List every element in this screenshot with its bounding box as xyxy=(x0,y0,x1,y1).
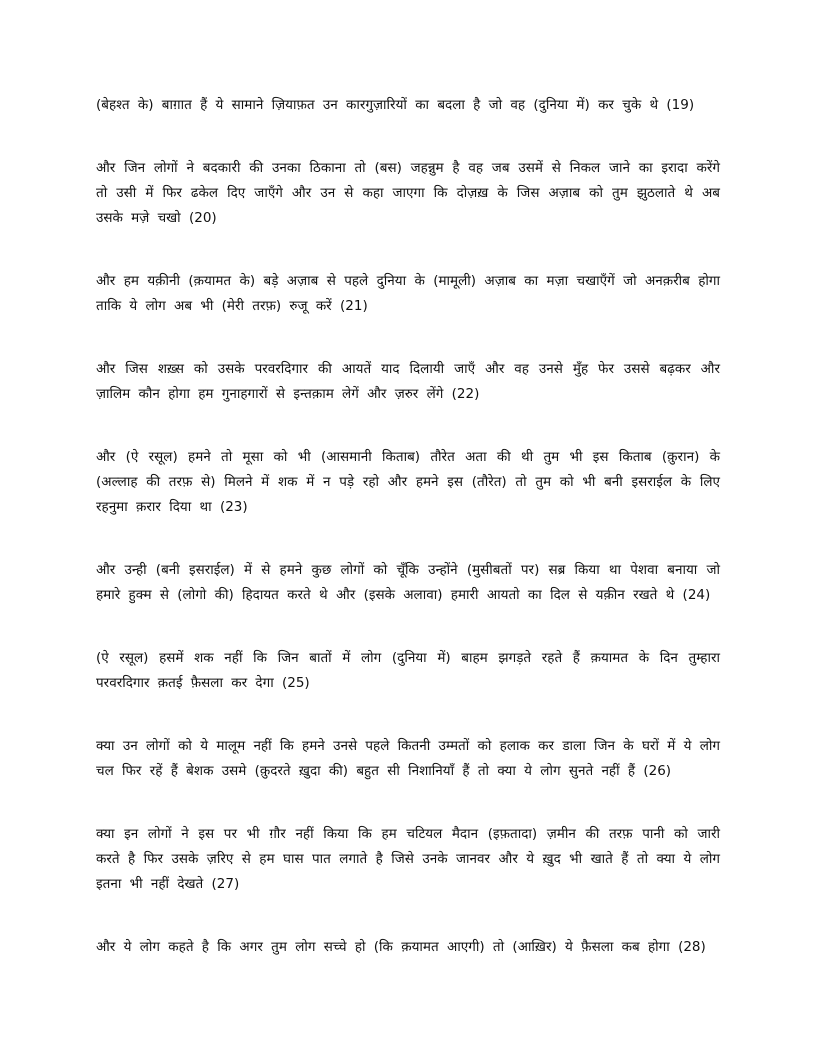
verse-22: और जिस शख़्स को उसके परवरदिगार की आयतें याद दिलायी जाएँ और वह उनसे मुँह फेर उससे बढ़कर और ज़ालिम कौन होगा हम गुनाहगारों से इन्तक़ाम लेगें और ज़रुर लेंगे (22) xyxy=(96,361,720,402)
verse-26: क्या उन लोगों को ये मालूम नहीं कि हमने उनसे पहले कितनी उम्मतों को हलाक कर डाला जिन के घरों में ये लोग चल फिर रहें हैं बेशक उसमे (क़ुदरते ख़ुदा की) बहुत सी निशानियाँ हैं तो क्या ये लोग सुनते नहीं हैं (26) xyxy=(96,738,720,779)
verse-21: और हम यक़ीनी (क़यामत के) बड़े अज़ाब से पहले दुनिया के (मामूली) अज़ाब का मज़ा चखाएँगें जो अनक़रीब होगा ताकि ये लोग अब भी (मेरी तरफ़) रुजू करें (21) xyxy=(96,273,720,314)
verse-list xyxy=(96,93,720,998)
verse-27: क्या इन लोगों ने इस पर भी ग़ौर नहीं किया कि हम चटियल मैदान (इफ़तादा) ज़मीन की तरफ़ पानी को जारी करते है फिर उसके ज़रिए से हम घास पात लगाते है जिसे उनके जानवर और ये ख़ुद भी खाते हैं तो क्या ये लोग इतना भी नहीं देखते (27) xyxy=(96,826,720,892)
verse-25: (ऐ रसूल) हसमें शक नहीं कि जिन बातों में लोग (दुनिया में) बाहम झगड़ते रहते हैं क़यामत के दिन तुम्हारा परवरदिगार क़तई फ़ैसला कर देगा (25) xyxy=(96,650,720,691)
verse-23: और (ऐ रसूल) हमने तो मूसा को भी (आसमानी किताब) तौरेत अता की थी तुम भी इस किताब (क़ुरान) के (अल्लाह की तरफ़ से) मिलने में शक में न पड़े रहो और हमने इस (तौरेत) तो तुम को भी बनी इसराईल के लिए रहनुमा क़रार दिया था (23) xyxy=(96,449,720,515)
verse-20: और जिन लोगों ने बदकारी की उनका ठिकाना तो (बस) जहन्नुम है वह जब उसमें से निकल जाने का इरादा करेंगे तो उसी में फिर ढकेल दिए जाएँगे और उन से कहा जाएगा कि दोज़ख़ के जिस अज़ाब को तुम झुठलाते थे अब उसके मज़े चखो (20) xyxy=(96,160,720,226)
verse-28: और ये लोग कहते है कि अगर तुम लोग सच्चे हो (कि क़यामत आएगी) तो (आख़िर) ये फ़ैसला कब होगा (28) xyxy=(96,939,706,955)
verse-19: (बेहश्त के) बाग़ात हैं ये सामाने ज़ियाफ़त उन कारगुज़ारियों का बदला है जो वह (दुनिया में) कर चुके थे (19) xyxy=(96,97,695,113)
verse-24: और उन्ही (बनी इसराईल) में से हमने कुछ लोगों को चूँकि उन्होंने (मुसीबतों पर) सब्र किया था पेशवा बनाया जो हमारे हुक्म से (लोगो की) हिदायत करते थे और (इसके अलावा) हमारी आयतो का दिल से यक़ीन रखते थे (24) xyxy=(96,562,720,603)
